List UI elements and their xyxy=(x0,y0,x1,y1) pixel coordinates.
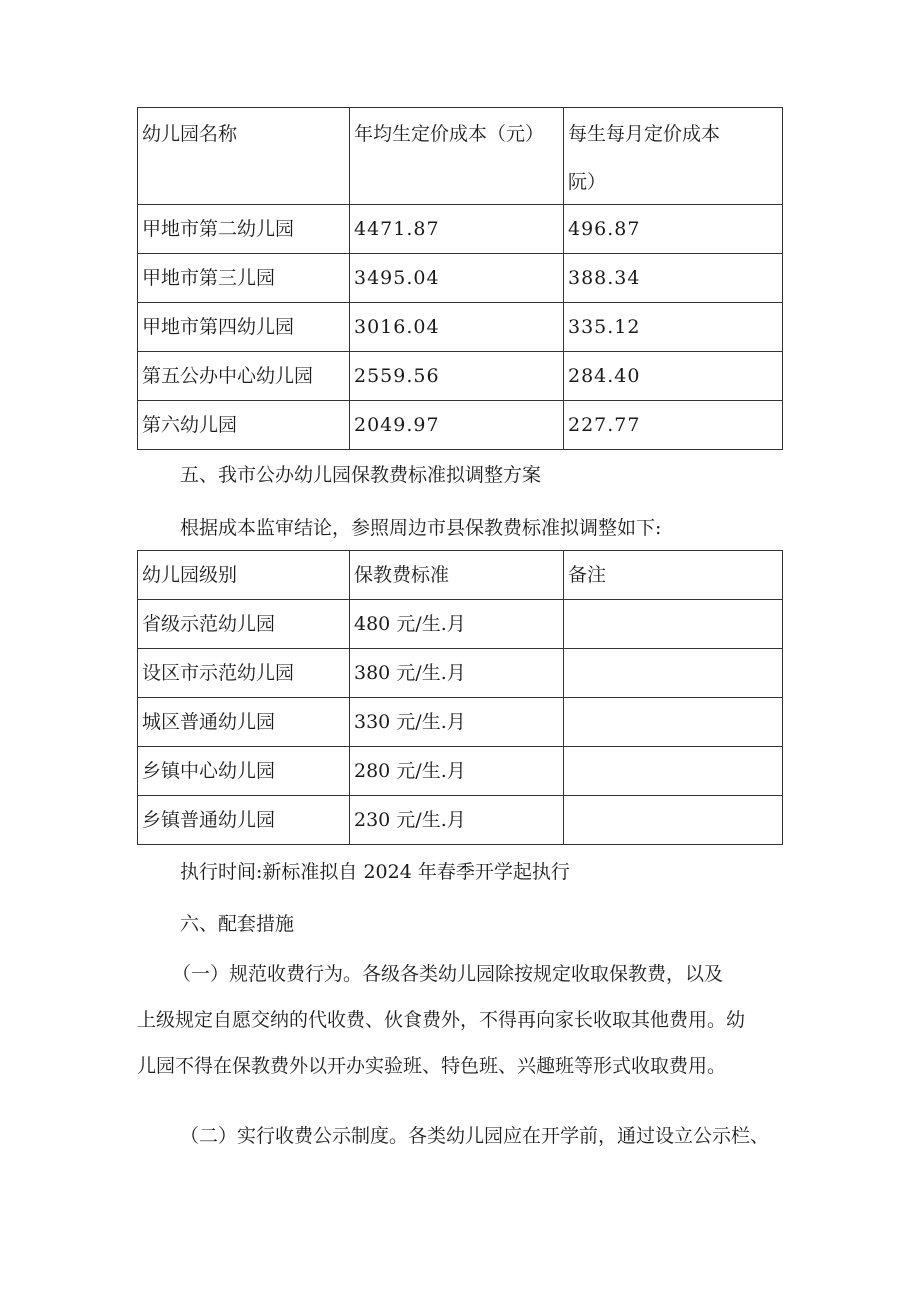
kindergarten-level: 乡镇中心幼儿园 xyxy=(138,747,350,796)
table-row xyxy=(138,205,783,254)
monthly-cost: 284.40 xyxy=(564,352,783,401)
fee-standard-table xyxy=(137,550,783,845)
table-row xyxy=(138,649,783,698)
table-row xyxy=(138,747,783,796)
header-annual-cost: 年均生定价成本（元） xyxy=(350,108,564,205)
fee-standard: 480 元/生.月 xyxy=(350,600,564,649)
note xyxy=(564,698,783,747)
table-row xyxy=(138,303,783,352)
header-kindergarten-level: 幼儿园级别 xyxy=(138,551,350,600)
section6-heading: 六、配套措施 xyxy=(180,913,295,935)
monthly-cost: 227.77 xyxy=(564,401,783,450)
annual-cost: 3016.04 xyxy=(350,303,564,352)
section5-heading: 五、我市公办幼儿园保教费标准拟调整方案 xyxy=(180,464,542,486)
table-row xyxy=(138,254,783,303)
kindergarten-name: 第六幼儿园 xyxy=(138,401,350,450)
header-kindergarten-name: 幼儿园名称 xyxy=(138,108,350,205)
table-row xyxy=(138,401,783,450)
measure-1-line-3: 儿园不得在保教费外以开办实验班、特色班、兴趣班等形式收取费用。 xyxy=(137,1055,727,1077)
measure-1-line-2: 上级规定自愿交纳的代收费、伙食费外，不得再向家长收取其他费用。幼 xyxy=(137,1009,746,1031)
annual-cost: 3495.04 xyxy=(350,254,564,303)
header-note: 备注 xyxy=(564,551,783,600)
fee-standard: 330 元/生.月 xyxy=(350,698,564,747)
kindergarten-level: 设区市示范幼儿园 xyxy=(138,649,350,698)
execution-time: 执行时间:新标准拟自 2024 年春季开学起执行 xyxy=(180,861,570,883)
kindergarten-name: 第五公办中心幼儿园 xyxy=(138,352,350,401)
fee-standard: 230 元/生.月 xyxy=(350,796,564,845)
monthly-cost: 335.12 xyxy=(564,303,783,352)
table-row xyxy=(138,796,783,845)
table-header-row xyxy=(138,108,783,205)
fee-standard: 380 元/生.月 xyxy=(350,649,564,698)
table-row xyxy=(138,352,783,401)
kindergarten-name: 甲地市第四幼儿园 xyxy=(138,303,350,352)
annual-cost: 2049.97 xyxy=(350,401,564,450)
annual-cost: 2559.56 xyxy=(350,352,564,401)
note xyxy=(564,796,783,845)
monthly-cost: 388.34 xyxy=(564,254,783,303)
table-row xyxy=(138,698,783,747)
fee-standard: 280 元/生.月 xyxy=(350,747,564,796)
measure-2-line-1: （二）实行收费公示制度。各类幼儿园应在开学前，通过设立公示栏、 xyxy=(180,1125,770,1147)
kindergarten-name: 甲地市第二幼儿园 xyxy=(138,205,350,254)
monthly-cost: 496.87 xyxy=(564,205,783,254)
note xyxy=(564,649,783,698)
cost-table xyxy=(137,107,783,450)
header-monthly-cost-line1: 每生每月定价成本 xyxy=(568,123,721,145)
header-fee-standard: 保教费标准 xyxy=(350,551,564,600)
table-row xyxy=(138,600,783,649)
note xyxy=(564,747,783,796)
kindergarten-name: 甲地市第三儿园 xyxy=(138,254,350,303)
measure-1-line-1: （一）规范收费行为。各级各类幼儿园除按规定收取保教费，以及 xyxy=(172,963,724,985)
header-monthly-cost-line2: 阮） xyxy=(568,171,607,193)
header-monthly-cost xyxy=(564,108,783,205)
kindergarten-level: 省级示范幼儿园 xyxy=(138,600,350,649)
annual-cost: 4471.87 xyxy=(350,205,564,254)
kindergarten-level: 城区普通幼儿园 xyxy=(138,698,350,747)
note xyxy=(564,600,783,649)
table-header-row xyxy=(138,551,783,600)
section5-intro: 根据成本监审结论，参照周边市县保教费标准拟调整如下: xyxy=(180,517,662,539)
kindergarten-level: 乡镇普通幼儿园 xyxy=(138,796,350,845)
